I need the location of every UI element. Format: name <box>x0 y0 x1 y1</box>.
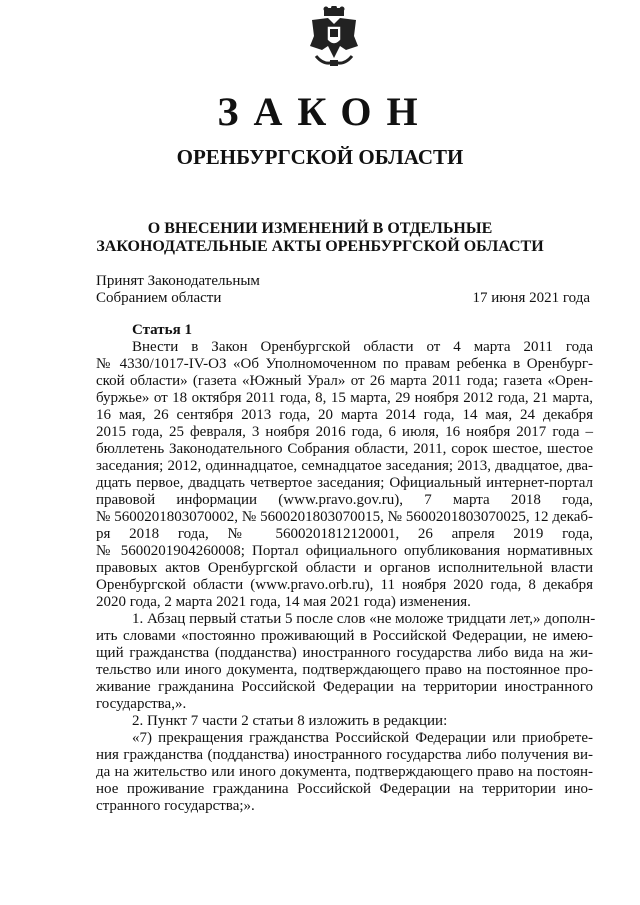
text-line: ря 2018 года, № 5600201812120001, 26 апреля 2019 года, <box>96 526 593 542</box>
article-body <box>96 322 596 815</box>
text-line: № 5600201803070002, № 5600201803070015, № 5600201803070025, 12 декаб- <box>96 509 593 525</box>
amendment-item-2 <box>96 713 593 815</box>
text-line: 1. Абзац первый статьи 5 после слов «не моложе тридцати лет,» дополн- <box>132 611 596 627</box>
text-line: правовой информации (www.pravo.gov.ru), 7 марта 2018 года, <box>96 492 593 508</box>
text-line: ской области» (газета «Южный Урал» от 26 марта 2011 года; газета «Орен- <box>96 373 593 389</box>
amendment-item-1 <box>96 611 596 713</box>
text-line: 16 мая, 26 сентября 2013 года, 20 марта 2014 года, 14 мая, 24 декабря <box>96 407 593 423</box>
text-line: живание гражданина Российской Федерации на территории иностранного <box>96 679 593 695</box>
text-line: 2. Пункт 7 части 2 статьи 8 изложить в редакции: <box>132 713 448 729</box>
text-line: заседания; 2012, одиннадцатое, семнадцатое заседания; 2013, двадцатое, два- <box>96 458 593 474</box>
region-subtitle: ОРЕНБУРГСКОЙ ОБЛАСТИ <box>176 145 464 169</box>
text-line: № 5600201904260008; Портал официального опубликования нормативных <box>96 543 593 559</box>
adoption-date: 17 июня 2021 года <box>472 290 590 306</box>
text-line: Оренбургской области (www.pravo.orb.ru), 11 ноября 2020 года, 8 декабря <box>96 577 593 593</box>
text-line: странного государства;». <box>96 798 255 814</box>
text-line: Внести в Закон Оренбургской области от 4 марта 2011 года <box>132 339 593 355</box>
text-line: бюллетень Законодательного Собрания области, 2011, сорок шестое, шестое <box>96 441 593 457</box>
text-line: «7) прекращения гражданства Российской Федерации или приобрете- <box>132 730 593 746</box>
article-paragraph <box>96 339 593 611</box>
article-title: Статья 1 <box>132 322 192 338</box>
text-line: № 4330/1017-IV-ОЗ «Об Уполномоченном по правам ребенка в Оренбург- <box>96 356 593 372</box>
law-heading <box>0 220 640 256</box>
document-title: ЗАКОН <box>217 89 433 134</box>
text-line: тельство или иного документа, подтверждающего право на постоянное про- <box>96 662 593 678</box>
text-line: буржье» от 18 октября 2011 года, 8, 15 марта, 29 ноября 2012 года, 21 марта, <box>96 390 593 406</box>
law-heading-line-2: ЗАКОНОДАТЕЛЬНЫЕ АКТЫ ОРЕНБУРГСКОЙ ОБЛАСТИ <box>96 238 544 255</box>
text-line: ния гражданства (подданства) иностранного государства либо получения ви- <box>96 747 593 763</box>
text-line: ное проживание гражданина Российской Федерации на территории ино- <box>96 781 593 797</box>
text-line: 2020 года, 2 марта 2021 года, 14 мая 2021 года) изменения. <box>96 594 471 610</box>
text-line: правовых актов Оренбургской области и органов исполнительной власти <box>96 560 593 576</box>
adoption-line-2: Собранием области <box>96 290 222 306</box>
law-heading-line-1: О ВНЕСЕНИИ ИЗМЕНЕНИЙ В ОТДЕЛЬНЫЕ <box>147 220 493 237</box>
text-line: 2015 года, 25 февраля, 3 ноября 2016 года, 6 июля, 16 ноября 2017 года – <box>96 424 593 440</box>
text-line: щий гражданства (подданства) иностранного государства либо вида на жи- <box>96 645 593 661</box>
text-line: ить словами «постоянно проживающий в Российской Федерации, не имею- <box>96 628 593 644</box>
text-line: да на жительство или иного документа, подтверждающего право на постоян- <box>96 764 593 780</box>
text-line: дцать первое, двадцать четвертое заседания; Официальный интернет-портал <box>96 475 593 491</box>
text-line: государства,». <box>96 696 187 712</box>
orenburg-coat-of-arms-icon <box>306 6 362 68</box>
adoption-note <box>96 273 260 307</box>
adoption-line-1: Принят Законодательным <box>96 273 260 289</box>
